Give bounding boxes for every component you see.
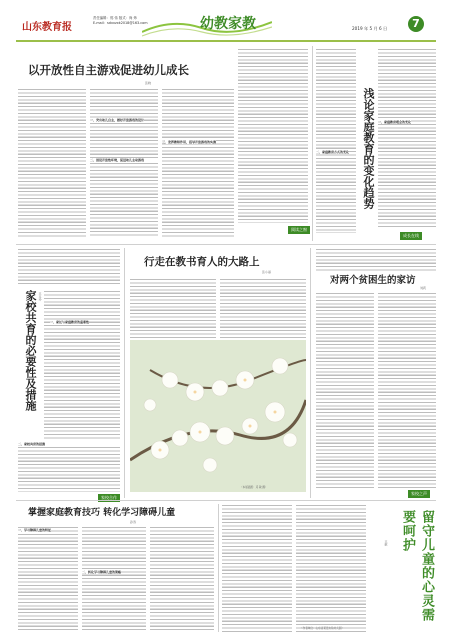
article6-column-2 [82,526,146,632]
article7-headline: 留守儿童的心灵需要呵护 [400,510,434,622]
article4-tag: 成长在线 [400,232,422,240]
article3-headline: 行走在教书育人的大路上 [144,256,260,268]
article4-column-1 [316,48,356,233]
editor-info [93,16,148,26]
article7-column-1 [222,504,292,632]
column-divider [218,504,219,632]
column-divider [124,248,125,498]
article2-headline: 家校共育的必要性及措施 [24,290,37,411]
cherry-blossom-illustration [130,340,306,492]
editor-email: E-mail：sdxxzxk2018@163.com [93,21,148,25]
article1-column-3 [162,88,234,238]
article3-column-2 [220,278,306,338]
article4-subhead: 一、家庭教育理念的变化 [378,120,412,124]
editor-note: （作者单位：山东省某县实验幼儿园） [300,627,345,630]
column-divider [310,248,311,498]
article3-column-1 [130,278,216,338]
article7-column-2 [296,504,366,632]
article6-subhead: 一、学习障碍儿童的特征 [18,528,52,532]
editor-info-line: 责任编辑：郭 伟 版式：尚 炜 [93,16,137,20]
article3-byline: 张小丽 [262,270,272,274]
article6-subhead: 二、转化学习障碍儿童的策略 [82,570,122,574]
article1-subhead: 三、发挥教师作用，指导开放游戏的实施 [162,140,217,144]
article1-subhead: 一、突出幼儿自主，做好开放游戏的设计 [90,118,145,122]
article4-headline: 浅论家庭教育的变化趋势 [362,88,375,209]
photo-caption: （本版插图：邓 敏 摄） [240,486,268,489]
article5-intro [316,248,436,272]
article4-column-2 [378,48,436,228]
article5-column-2 [378,292,436,490]
article1-column-2 [90,88,158,158]
blossom-photo [130,340,306,492]
article2-intro [18,248,120,286]
article2-column [44,290,120,440]
article6-headline: 掌握家庭教育技巧 转化学习障碍儿童 [28,508,176,518]
article5-byline: 刘莉 [420,286,427,290]
article1-subhead: 二、创设开放性环境，促进幼儿主动游戏 [90,158,145,162]
article2-tag: 家校合作 [98,494,120,502]
masthead-rule [16,40,436,42]
article6-column-1 [18,526,78,632]
article2-subhead: 二、家校共育的措施 [18,442,46,446]
article4-subhead: 二、家庭教育方式的变化 [316,150,350,154]
section-title: 幼教家教 [200,16,256,32]
article5-headline: 对两个贫困生的家访 [330,275,416,286]
column-divider [312,46,313,241]
article6-byline: 孙涛 [130,520,137,524]
article2-byline: 王玉玲 [38,292,42,301]
article2-column-2 [18,446,120,492]
newspaper-logo: 山东教育报 [22,22,72,33]
article1-headline: 以开放性自主游戏促进幼儿成长 [28,63,189,77]
article1-tag: 阅读之窗 [288,226,310,234]
article5-tag: 家校之声 [408,490,430,498]
article6-column-3 [150,526,214,632]
page-number: 7 [408,16,424,32]
article5-column-1 [316,292,374,490]
article1-column-4 [238,48,308,223]
section-rule [16,500,436,501]
section-rule [16,244,436,245]
issue-date: 2019 年 5 月 6 日 [352,26,388,31]
article7-byline: 王敏 [384,540,388,546]
article1-column-1 [18,88,86,238]
article1-byline: 张晓 [145,81,152,85]
article2-subhead: 一、家长与家庭教育的重要性 [50,320,90,324]
article1-column-2b [90,162,158,238]
